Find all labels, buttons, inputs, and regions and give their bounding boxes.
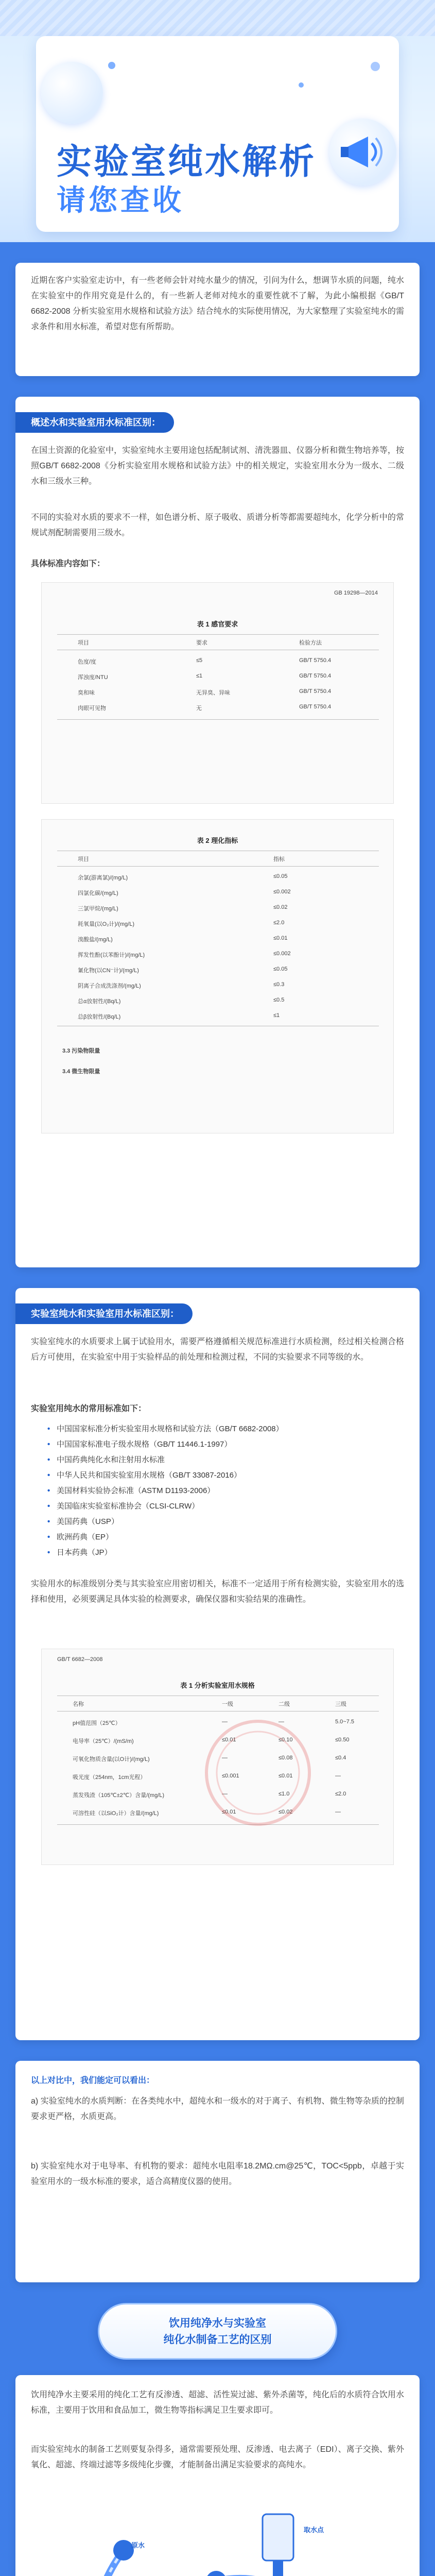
doc-cell: 阴离子合成洗涤剂/(mg/L) xyxy=(78,983,141,989)
standard-item: • 欧洲药典（EP） xyxy=(57,1531,396,1544)
doc-header: 名称 xyxy=(73,1701,84,1707)
doc-cell: 四氯化碳/(mg/L) xyxy=(78,890,118,896)
doc-cell: 总β放射性/(Bq/L) xyxy=(78,1014,121,1020)
doc-cell: ≤0.01 xyxy=(279,1773,293,1779)
doc-header: 一级 xyxy=(222,1701,233,1707)
doc-cell: — xyxy=(335,1773,341,1779)
doc-cell: 5.0~7.5 xyxy=(335,1719,355,1725)
banner-line: 饮用纯净水与实验室 xyxy=(169,2317,266,2329)
hero-dot xyxy=(371,62,380,71)
doc-header: 要求 xyxy=(196,640,207,646)
doc-cell: 氰化物(以CN⁻计)/(mg/L) xyxy=(78,968,139,974)
doc-cell: 色度/度 xyxy=(78,659,97,665)
doc-cell: ≤0.08 xyxy=(279,1755,293,1761)
banner-line: 纯化水制备工艺的区别 xyxy=(163,2334,272,2346)
standard-item: • 中国国家标准分析实验室用水规格和试验方法（GB/T 6682-2008） xyxy=(57,1423,396,1435)
doc-cell: GB/T 5750.4 xyxy=(299,704,332,710)
doc-header: 指标 xyxy=(273,856,285,862)
doc-cell: — xyxy=(222,1755,228,1761)
doc-cell: ≤2.0 xyxy=(273,920,285,926)
doc-cell: GB/T 5750.4 xyxy=(299,688,332,694)
doc-table-title: 表 2 理化指标 xyxy=(197,837,238,844)
doc-cell: ≤2.0 xyxy=(335,1791,346,1797)
doc-cell: 可溶性硅（以SiO₂计）含量/(mg/L) xyxy=(73,1810,159,1817)
intro-paragraph: 近期在客户实验室走访中，有一些老师会针对纯水量少的情况，引问为什么，想调节水质的问题，纯水在实验室中的作用究竟是什么的，有一些新人老师对纯水的重要性就不了解，为此小编根据《GB/T 6682-2008 分析实验室用水规格和试验方法》结合纯水的实际使用情况，为大家整理了实验室纯水的需求条件和用水标准，希望对您有所帮助。 xyxy=(31,276,404,331)
hero-stripe xyxy=(0,0,435,36)
doc-header: 项目 xyxy=(78,856,89,862)
doc-code: GB/T 6682—2008 xyxy=(57,1656,103,1663)
doc-table-title: 表 1 感官要求 xyxy=(197,620,238,628)
doc-cell: GB/T 5750.4 xyxy=(299,673,332,679)
diagram-node xyxy=(206,2571,227,2576)
lab-standards-card xyxy=(15,1288,420,2040)
doc-cell: GB/T 5750.4 xyxy=(299,657,332,664)
doc-header: 二级 xyxy=(279,1701,290,1707)
standard-document-image xyxy=(41,819,394,1133)
section-heading: 实验室纯水和实验室用水标准区别： xyxy=(15,1303,193,1324)
doc-cell: 挥发性酚(以苯酚计)/(mg/L) xyxy=(78,952,145,958)
doc-cell: ≤0.50 xyxy=(335,1737,350,1743)
section-paragraph: 不同的实验对水质的要求不一样，如色谱分析、原子吸收、质谱分析等都需要超纯水，化学分析中的常规试剂配制需要用三级水。 xyxy=(31,513,404,537)
doc-cell: 总α放射性/(Bq/L) xyxy=(78,998,121,1005)
section-heading: 概述水和实验室用水标准区别： xyxy=(15,412,174,433)
standard-item: • 美国材料实验协会标准（ASTM D1193-2006） xyxy=(57,1485,396,1497)
doc-cell: 吸光度（254nm，1cm光程） xyxy=(73,1774,146,1781)
doc-cell: ≤0.01 xyxy=(222,1737,236,1743)
doc-cell: ≤0.002 xyxy=(273,889,291,895)
doc-cell: ≤0.001 xyxy=(222,1773,239,1779)
section-paragraph: 在国土资源的化验室中，实验室纯水主要用途包括配制试剂、清洗器皿、仪器分析和微生物培养等，按照GB/T 6682-2008《分析实验室用水规格和试验方法》中的相关规定，实验室用水分为一级水、二级水和三级水三种。 xyxy=(31,446,404,486)
doc-cell: ≤0.002 xyxy=(273,951,291,957)
doc-cell: ≤0.05 xyxy=(273,873,288,879)
doc-cell: ≤0.05 xyxy=(273,966,288,972)
comparison-summary-card xyxy=(15,2061,420,2282)
doc-cell: 臭和味 xyxy=(78,690,95,696)
diagram-node xyxy=(113,2540,134,2561)
standard-item: • 中华人民共和国实验室用水规格（GB/T 33087-2016） xyxy=(57,1469,396,1482)
diagram-label: 原水 xyxy=(131,2541,145,2549)
doc-cell: 可氧化物质含量(以O计)/(mg/L) xyxy=(73,1756,150,1762)
doc-cell: 余氯(游离氯)/(mg/L) xyxy=(78,875,128,881)
page-subtitle: 请您查收 xyxy=(57,184,184,216)
doc-cell: — xyxy=(222,1791,228,1797)
section-paragraph: 饮用纯净水主要采用的纯化工艺有反渗透、超滤、活性炭过滤、紫外杀菌等，纯化后的水质符合饮用水标准，主要用于饮用和食品加工，微生物等指标满足卫生要求即可。 xyxy=(31,2391,404,2415)
doc-cell: 浑浊度/NTU xyxy=(78,674,108,681)
table-intro-label: 具体标准内容如下： xyxy=(31,560,106,568)
doc-cell: ≤0.3 xyxy=(273,981,285,988)
section-banner xyxy=(98,2303,337,2360)
faucet-icon xyxy=(263,2514,293,2561)
doc-cell: 耗氧量(以O₂计)/(mg/L) xyxy=(78,921,134,927)
standards-intro: 实验室用纯水的常用标准如下： xyxy=(31,1404,147,1413)
doc-cell: ≤0.02 xyxy=(279,1809,293,1815)
doc-cell: 蒸发残渣（105℃±2℃）含量/(mg/L) xyxy=(73,1792,165,1799)
doc-cell: — xyxy=(222,1719,228,1725)
doc-cell: 无异臭、异味 xyxy=(196,690,230,696)
doc-cell: 电导率（25℃）/(mS/m) xyxy=(73,1738,134,1744)
hero-dot xyxy=(108,62,115,69)
doc-cell: 无 xyxy=(196,705,202,711)
diagram-label: 取水点 xyxy=(304,2526,324,2534)
doc-cell: — xyxy=(335,1809,341,1815)
doc-cell: ≤1.0 xyxy=(279,1791,290,1797)
standard-item: • 美国药典（USP） xyxy=(57,1516,396,1528)
purification-diagram xyxy=(46,2509,389,2576)
doc-cell: ≤5 xyxy=(196,657,203,664)
summary-point-a: a) 实验室纯水的水质判断：在各类纯水中，超纯水和一级水的对于离子、有机物、微生物等杂质的控制要求更严格，水质更高。 xyxy=(31,2097,404,2121)
standard-document-image xyxy=(41,1649,394,1865)
doc-cell: — xyxy=(279,1719,284,1725)
doc-cell: ≤0.4 xyxy=(335,1755,346,1761)
hero-dot xyxy=(299,82,304,88)
summary-title: 以上对比中，我们能定可以看出： xyxy=(31,2076,155,2085)
standard-item: • 美国临床实验室标准协会（CLSI-CLRW） xyxy=(57,1500,396,1513)
doc-cell: ≤0.01 xyxy=(273,935,288,941)
doc-code: GB 19298—2014 xyxy=(334,590,378,596)
doc-cell: pH值范围（25℃） xyxy=(73,1720,121,1726)
hero-banner xyxy=(0,0,435,242)
doc-cell: ≤0.10 xyxy=(279,1737,293,1743)
standard-item: • 日本药典（JP） xyxy=(57,1547,396,1559)
page-title: 实验室纯水解析 xyxy=(57,142,317,181)
standard-document-image xyxy=(41,582,394,804)
doc-note: 3.4 微生物限量 xyxy=(62,1069,100,1075)
standard-item: • 中国药典纯化水和注射用水标准 xyxy=(57,1454,396,1466)
section-paragraph: 而实验室纯水的制备工艺则要复杂得多，通常需要预处理、反渗透、电去离子（EDI）、离子交换、紫外氧化、超滤、终端过滤等多级纯化步骤，才能制备出满足实验要求的高纯水。 xyxy=(31,2445,404,2469)
hero-bubble xyxy=(41,62,103,124)
doc-cell: 肉眼可见物 xyxy=(78,705,106,711)
section-paragraph: 实验室纯水的水质要求上属于试验用水，需要严格遵循相关规范标准进行水质检测，经过相关检测合格后方可使用，在实验室中用于实验样品的前处理和检测过程，不同的实验要求不同等级的水。 xyxy=(31,1337,404,1362)
stamp-watermark xyxy=(196,1711,320,1835)
section-paragraph: 实验用水的标准级别分类与其实验室应用密切相关，标准不一定适用于所有检测实验，实验室用水的选择和使用，必须要满足具体实验的检测要求，确保仪器和实验结果的准确性。 xyxy=(31,1580,404,1604)
doc-header: 三级 xyxy=(335,1701,346,1707)
process-card xyxy=(15,2375,420,2576)
megaphone-icon xyxy=(329,118,396,185)
doc-note: 3.3 污染物限量 xyxy=(62,1048,100,1054)
intro-card xyxy=(15,263,420,376)
doc-cell: ≤0.5 xyxy=(273,997,285,1003)
doc-cell: ≤1 xyxy=(273,1012,280,1019)
summary-point-b: b) 实验室纯水对于电导率、有机物的要求：超纯水电阻率18.2MΩ.cm@25℃，TOC<5ppb，卓越于实验室用水的一级水标准的要求，适合高精度仪器的使用。 xyxy=(31,2162,404,2186)
standard-item: • 中国国家标准电子级水规格（GB/T 11446.1-1997） xyxy=(57,1438,396,1451)
doc-header: 检验方法 xyxy=(299,640,322,646)
doc-table-title: 表 1 分析实验室用水规格 xyxy=(180,1682,255,1689)
doc-cell: ≤1 xyxy=(196,673,203,679)
doc-header: 项目 xyxy=(78,640,89,646)
doc-cell: ≤0.01 xyxy=(222,1809,236,1815)
doc-cell: 溴酸盐/(mg/L) xyxy=(78,937,113,943)
doc-cell: 三氯甲烷/(mg/L) xyxy=(78,906,118,912)
standards-card xyxy=(15,397,420,1267)
doc-cell: ≤0.02 xyxy=(273,904,288,910)
